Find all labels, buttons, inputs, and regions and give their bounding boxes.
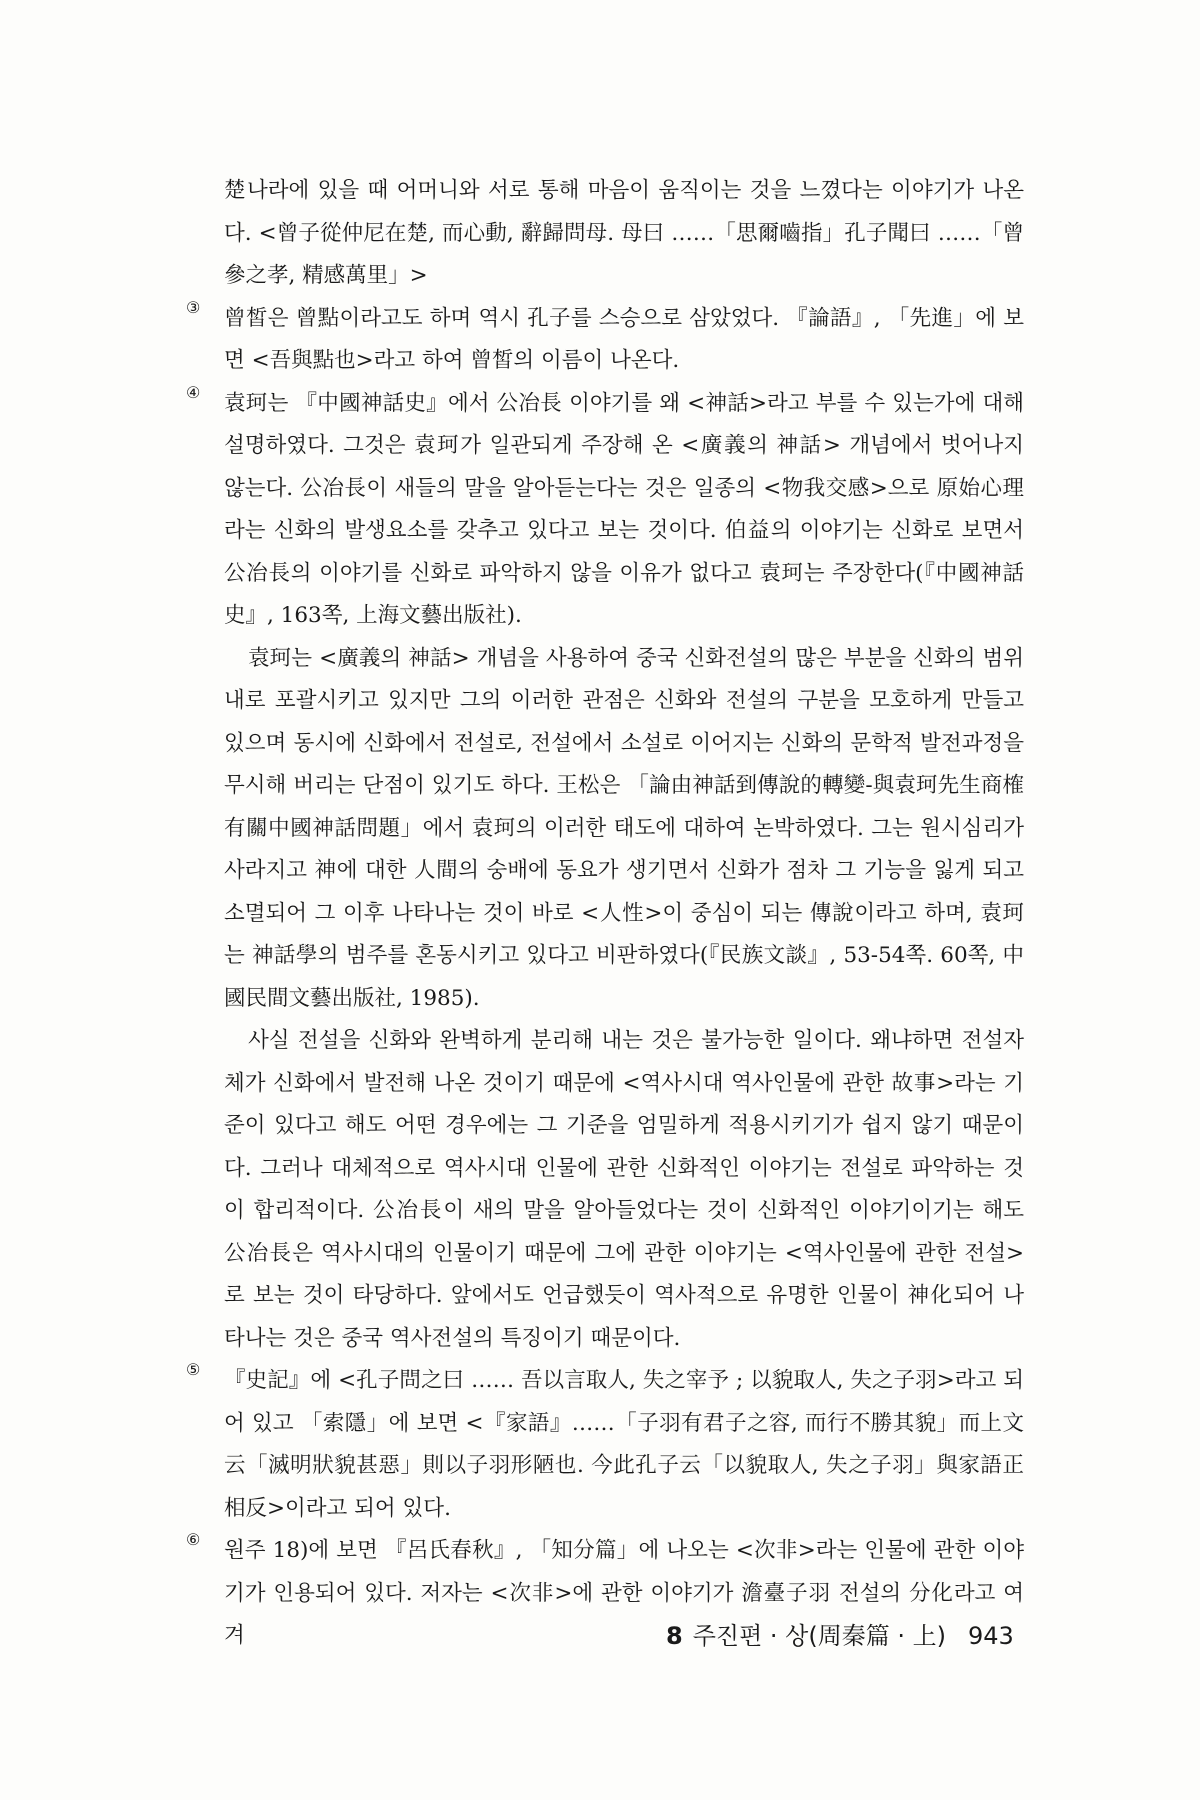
note-4 [186,383,1024,1361]
note-number: ④ [186,382,201,402]
page-footer [666,1616,1014,1651]
page-body [186,170,1024,1658]
note-paragraph: 曾皙은 曾點이라고도 하며 역시 孔子를 스승으로 삼았었다. 『論語』, 「先進」에 보면 <吾與點也>라고 하여 曾皙의 이름이 나온다. [224,305,1024,373]
chapter-number: 8 [666,1622,683,1650]
note-paragraph: 袁珂는 『中國神話史』에서 公冶長 이야기를 왜 <神話>라고 부를 수 있는가에 대해 설명하였다. 그것은 袁珂가 일관되게 주장해 온 <廣義의 神話> 개념에서 벗어나지 않는다. 公冶長이 새들의 말을 알아듣는다는 것은 일종의 <物我交感>으로 原始心理라는 신화의 발생요소를 갖추고 있다고 보는 것이다. 伯益의 이야기는 신화로 보면서 公冶長의 이야기를 신화로 파악하지 않을 이유가 없다고 袁珂는 주장한다(『中國神話史』, 163쪽, 上海文藝出版社). [224,390,1024,628]
note-number: ③ [186,297,201,317]
note-paragraph: 袁珂는 <廣義의 神話> 개념을 사용하여 중국 신화전설의 많은 부분을 신화의 범위 내로 포괄시키고 있지만 그의 이러한 관점은 신화와 전설의 구분을 모호하게 만들고 있으며 동시에 신화에서 전설로, 전설에서 소설로 이어지는 신화의 문학적 발전과정을 무시해 버리는 단점이 있기도 하다. 王松은 「論由神話到傳說的轉變-與袁珂先生商榷有關中國神話問題」에서 袁珂의 이러한 태도에 대하여 논박하였다. 그는 원시심리가 사라지고 神에 대한 人間의 숭배에 동요가 생기면서 신화가 점차 그 기능을 잃게 되고 소멸되어 그 이후 나타나는 것이 바로 <人性>이 중심이 되는 傳說이라고 하며, 袁珂는 神話學의 범주를 혼동시키고 있다고 비판하였다(『民族文談』, 53-54쪽. 60쪽, 中國民間文藝出版社, 1985). [224,645,1024,1011]
carryover-paragraph: 楚나라에 있을 때 어머니와 서로 통해 마음이 움직이는 것을 느꼈다는 이야기가 나온다. <曾子從仲尼在楚, 而心動, 辭歸問母. 母曰 ……「思爾嚙指」孔子聞曰 ……「曾參之孝, 精感萬里」> [224,178,1024,288]
note-5 [186,1360,1024,1530]
note-number: ⑥ [186,1530,201,1549]
note-number: ⑤ [186,1360,201,1379]
section-title: 주진편 · 상(周秦篇 · 上) [692,1622,946,1650]
note-3 [186,298,1024,383]
note-paragraph: 『史記』에 <孔子問之曰 …… 吾以言取人, 失之宰予 ; 以貌取人, 失之子羽>라고 되어 있고 「索隱」에 보면 <『家語』……「子羽有君子之容, 而行不勝其貌」而上文云「滅明狀貌甚惡」則以子羽形陋也. 今此孔子云「以貌取人, 失之子羽」與家語正相反>이라고 되어 있다. [224,1368,1024,1521]
page-number: 943 [967,1622,1014,1650]
note-paragraph: 원주 18)에 보면 『呂氏春秋』, 「知分篇」에 나오는 <次非>라는 인물에 관한 이야기가 인용되어 있다. 저자는 <次非>에 관한 이야기가 澹臺子羽 전설의 分化라고 여겨 [224,1538,1024,1648]
note-paragraph: 사실 전설을 신화와 완벽하게 분리해 내는 것은 불가능한 일이다. 왜냐하면 전설자체가 신화에서 발전해 나온 것이기 때문에 <역사시대 역사인물에 관한 故事>라는 기준이 있다고 해도 어떤 경우에는 그 기준을 엄밀하게 적용시키기가 쉽지 않기 때문이다. 그러나 대체적으로 역사시대 인물에 관한 신화적인 이야기는 전설로 파악하는 것이 합리적이다. 公冶長이 새의 말을 알아들었다는 것이 신화적인 이야기이기는 해도 公冶長은 역사시대의 인물이기 때문에 그에 관한 이야기는 <역사인물에 관한 전설>로 보는 것이 타당하다. 앞에서도 언급했듯이 역사적으로 유명한 인물이 神化되어 나타나는 것은 중국 역사전설의 특징이기 때문이다. [224,1028,1024,1351]
